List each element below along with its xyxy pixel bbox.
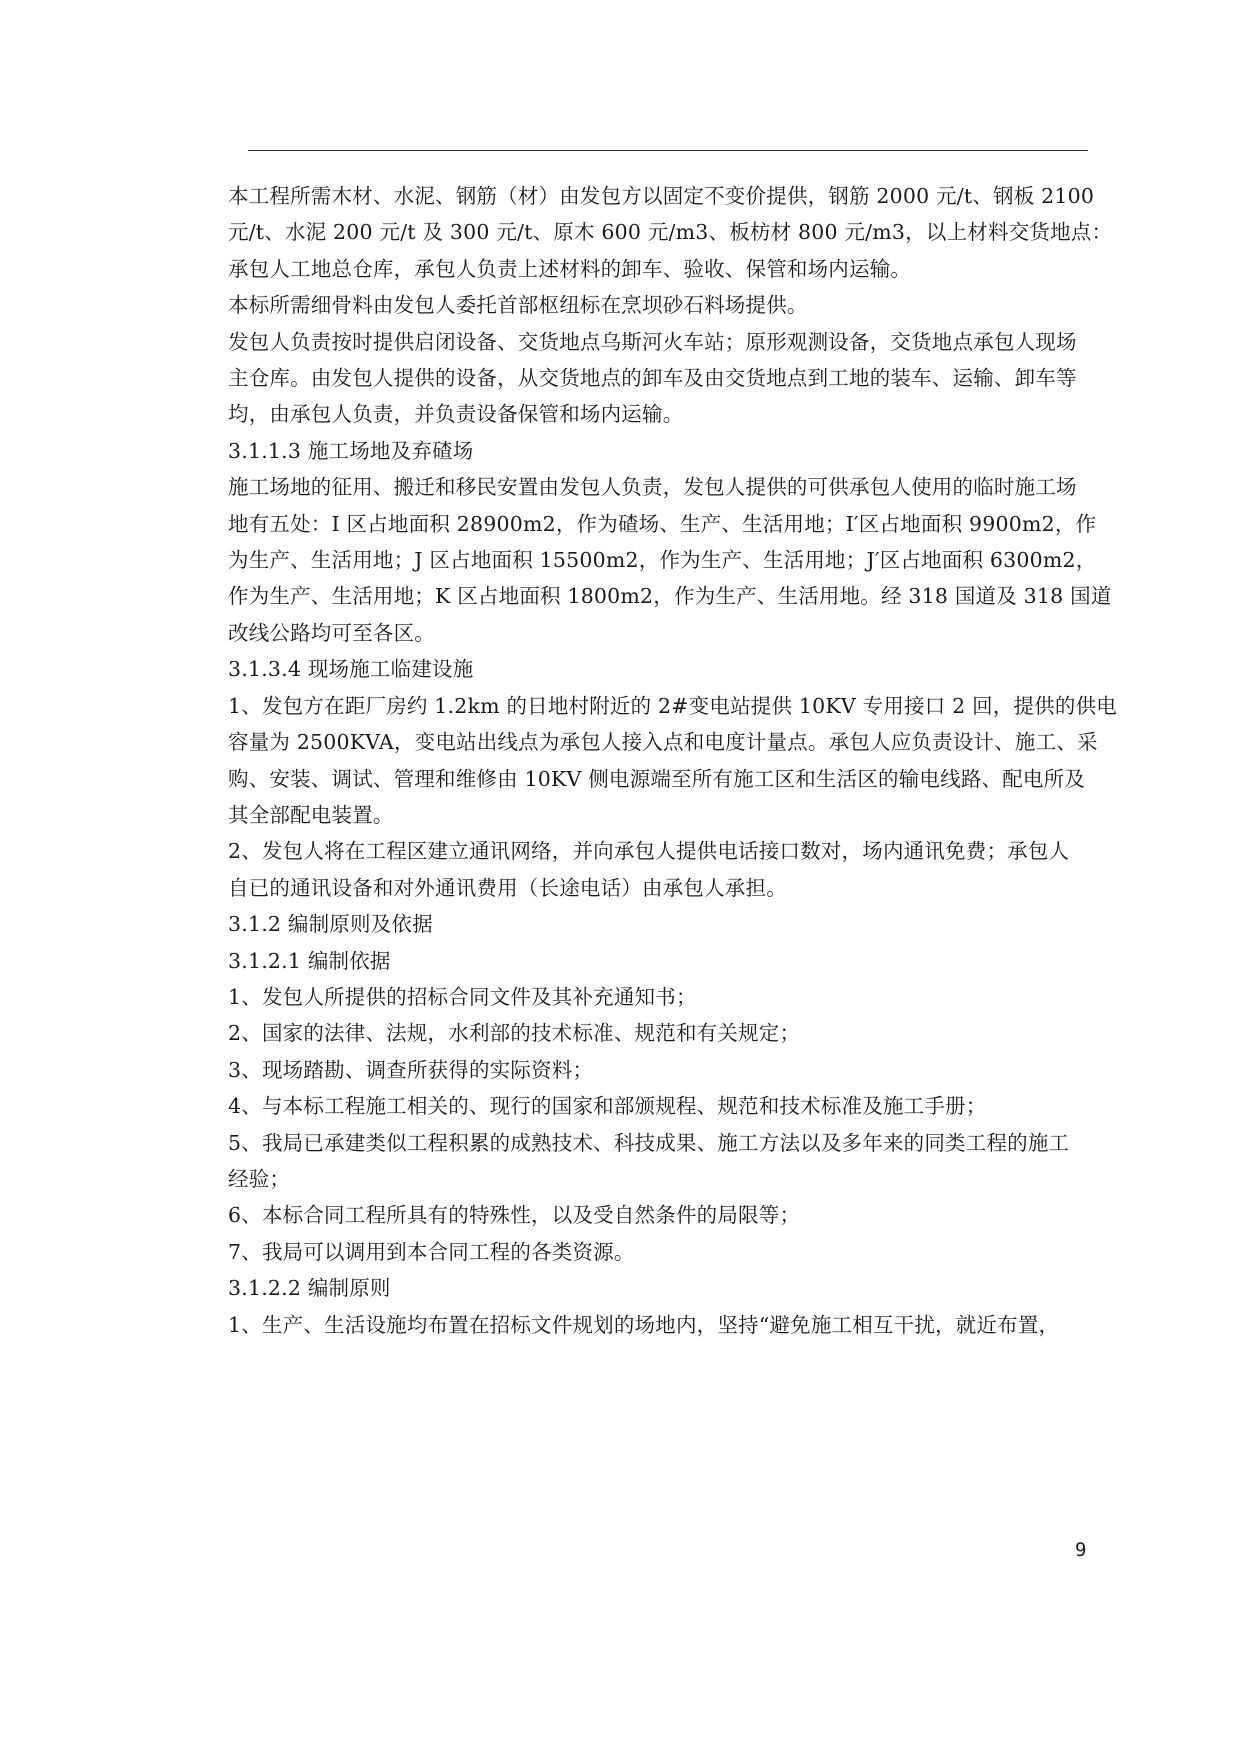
paragraph-power-supply (228, 688, 1128, 834)
text-line: 发包人负责按时提供启闭设备、交货地点乌斯河火车站；原形观测设备，交货地点承包人现场 (228, 329, 1077, 354)
text-line: 7、我局可以调用到本合同工程的各类资源。 (228, 1239, 635, 1264)
list-item (228, 979, 1128, 1015)
text-line: 作为生产、生活用地；K 区占地面积 1800m2，作为生产、生活用地。经 318 国道及 318 国道 (228, 584, 1112, 609)
text-line: 元/t、水泥 200 元/t 及 300 元/t、原木 600 元/m3、板枋材 800 元/m3，以上材料交货地点： (228, 220, 1113, 245)
section-heading-3-1-2-1: 3.1.2.1 编制依据 (228, 948, 391, 973)
text-line: 5、我局已承建类似工程积累的成熟技术、科技成果、施工方法以及多年来的同类工程的施工 (228, 1130, 1070, 1155)
text-line: 1、发包人所提供的招标合同文件及其补充通知书； (228, 984, 697, 1009)
section-heading-3-1-3-4: 3.1.3.4 现场施工临建设施 (228, 657, 474, 682)
header-rule (248, 150, 1088, 151)
text-line: 2、发包人将在工程区建立通讯网络，并向承包人提供电话接口数对，场内通讯免费；承包人 (228, 839, 1070, 864)
list-item (228, 1234, 1128, 1270)
text-line: 本工程所需木材、水泥、钢筋（材）由发包方以固定不变价提供，钢筋 2000 元/t、钢板 2100 (228, 184, 1095, 208)
paragraph-construction-site (228, 469, 1128, 651)
text-line: 主仓库。由发包人提供的设备，从交货地点的卸车及由交货地点到工地的装车、运输、卸车等 (228, 366, 1077, 391)
text-line: 1、生产、生活设施均布置在招标文件规划的场地内，坚持“避免施工相互干扰，就近布置， (228, 1312, 1060, 1337)
text-line: 6、本标合同工程所具有的特殊性，以及受自然条件的局限等； (228, 1203, 801, 1228)
list-item (228, 1015, 1128, 1051)
section-heading-3-1-2: 3.1.2 编制原则及依据 (228, 912, 433, 937)
paragraph-fine-aggregate (228, 287, 1128, 323)
text-line: 施工场地的征用、搬迁和移民安置由发包人负责，发包人提供的可供承包人使用的临时施工场 (228, 475, 1077, 500)
text-line: 4、与本标工程施工相关的、现行的国家和部颁规程、规范和技术标准及施工手册； (228, 1094, 987, 1119)
section-heading-3-1-1-3: 3.1.1.3 施工场地及弃碴场 (228, 438, 474, 463)
text-line: 其全部配电装置。 (228, 802, 394, 827)
document-body (228, 178, 1128, 1343)
text-line: 地有五处：I 区占地面积 28900m2，作为碴场、生产、生活用地；I′区占地面积 9900m2，作 (228, 511, 1097, 536)
section-heading-3-1-2-2: 3.1.2.2 编制原则 (228, 1276, 391, 1301)
text-line: 承包人工地总仓库，承包人负责上述材料的卸车、验收、保管和场内运输。 (228, 256, 912, 281)
text-line: 本标所需细骨料由发包人委托首部枢纽标在烹坝砂石料场提供。 (228, 293, 808, 318)
page-number: 9 (1075, 1539, 1087, 1561)
list-item (228, 1088, 1128, 1124)
list-item (228, 1307, 1128, 1343)
text-line: 1、发包方在距厂房约 1.2km 的日地村附近的 2#变电站提供 10KV 专用接口 2 回，提供的供电 (228, 693, 1117, 718)
list-item (228, 1052, 1128, 1088)
text-line: 经验； (228, 1166, 291, 1191)
text-line: 容量为 2500KVA，变电站出线点为承包人接入点和电度计量点。承包人应负责设计、施工、采 (228, 730, 1098, 755)
text-line: 为生产、生活用地；J 区占地面积 15500m2，作为生产、生活用地；J′区占地面积 6300m2， (228, 548, 1097, 573)
paragraph-communication (228, 833, 1128, 906)
text-line: 改线公路均可至各区。 (228, 620, 435, 645)
list-item (228, 1197, 1128, 1233)
text-line: 均，由承包人负责，并负责设备保管和场内运输。 (228, 402, 684, 427)
text-line: 3、现场踏勘、调查所获得的实际资料； (228, 1057, 594, 1082)
paragraph-equipment-supply (228, 324, 1128, 433)
text-line: 2、国家的法律、法规，水利部的技术标准、规范和有关规定； (228, 1021, 801, 1046)
list-item (228, 1125, 1128, 1198)
text-line: 自已的通讯设备和对外通讯费用（长途电话）由承包人承担。 (228, 875, 787, 900)
paragraph-materials-supply (228, 178, 1128, 287)
text-line: 购、安装、调试、管理和维修由 10KV 侧电源端至所有施工区和生活区的输电线路、配电所及 (228, 766, 1086, 791)
